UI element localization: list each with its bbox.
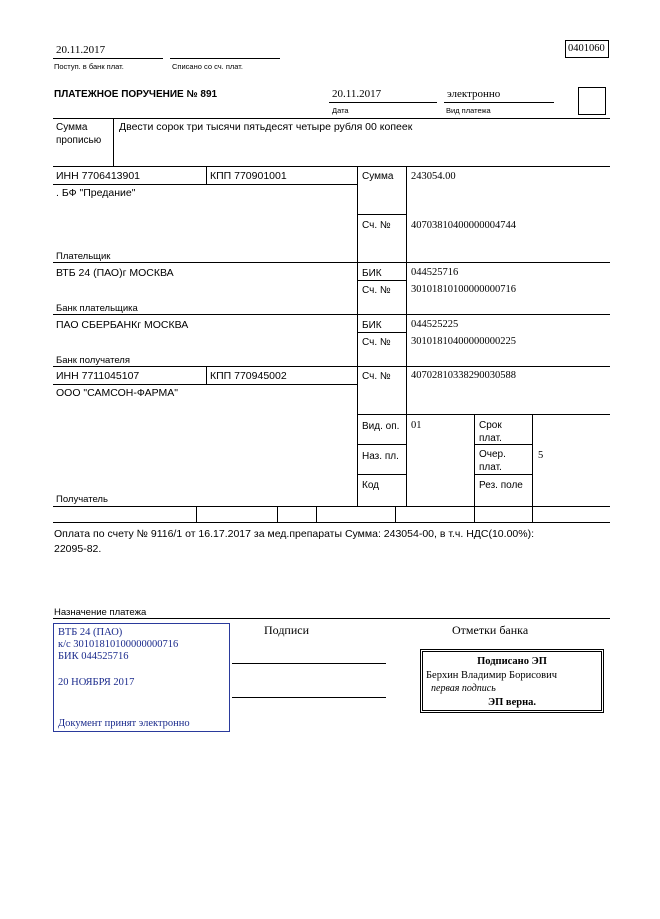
payer-top-line [53, 166, 610, 167]
kod-label: Код [362, 480, 380, 491]
payee-label: Получатель [56, 494, 108, 505]
ocher-label-1: Очер. [479, 449, 506, 460]
payee-account-label: Сч. № [362, 371, 391, 382]
tax-fields-bottom-line [53, 522, 610, 523]
tax-field-divider-4 [395, 506, 396, 522]
purpose-line-2: 22095-82. [54, 543, 102, 555]
amount-words-divider [113, 118, 114, 166]
rez-pole-label: Рез. поле [479, 480, 523, 491]
inn-kpp-bottom-line-payer [53, 184, 357, 185]
purpose-label: Назначение платежа [54, 607, 147, 618]
sum-bottom-line [357, 214, 406, 215]
payment-type-line [444, 102, 554, 103]
esignature-box [420, 649, 604, 713]
codes-row1-line [357, 444, 406, 445]
amount-words-label-1: Сумма [56, 122, 88, 133]
debited-date-line [170, 58, 280, 59]
payer-bank-name: ВТБ 24 (ПАО)г МОСКВА [56, 267, 174, 279]
naz-pl-label: Наз. пл. [362, 451, 399, 462]
payee-bank-bik: 044525225 [411, 319, 459, 330]
inn-kpp-divider-payee [206, 366, 207, 384]
esig-type: первая подпись [431, 683, 496, 694]
payer-account: 40703810400000004744 [411, 220, 516, 231]
vid-op-value: 01 [411, 420, 422, 431]
payer-bank-label: Банк плательщика [56, 303, 138, 314]
payer-bank-account-label: Сч. № [362, 285, 391, 296]
payment-type: электронно [447, 88, 501, 100]
esig-status: ЭП верна. [488, 697, 537, 708]
payee-account: 40702810338290030588 [411, 370, 516, 381]
srok-label-1: Срок [479, 420, 502, 431]
vid-op-label: Вид. оп. [362, 421, 400, 432]
order-date: 20.11.2017 [332, 88, 382, 100]
stamp-note: Документ принят электронно [58, 718, 190, 729]
payee-bank-name: ПАО СБЕРБАНКг МОСКВА [56, 319, 189, 331]
esig-signer: Берхин Владимир Борисович [426, 670, 557, 681]
bank-marks-label: Отметки банка [452, 623, 529, 637]
payee-account-bottom-line [357, 414, 610, 415]
signature-line-1 [232, 663, 386, 664]
payer-kpp: КПП 770901001 [210, 170, 287, 182]
payee-kpp: КПП 770945002 [210, 370, 287, 382]
payer-account-label: Сч. № [362, 220, 391, 231]
order-title: ПЛАТЕЖНОЕ ПОРУЧЕНИЕ № 891 [54, 89, 218, 100]
values-column-divider [406, 166, 407, 506]
received-date-line [53, 58, 163, 59]
form-code: 0401060 [568, 43, 605, 54]
payer-bottom-line [53, 262, 610, 263]
payee-name: ООО "САМСОН-ФАРМА" [56, 387, 178, 399]
payer-bank-account: 30101810100000000716 [411, 284, 516, 295]
received-date: 20.11.2017 [56, 44, 106, 56]
ocher-value: 5 [538, 450, 544, 461]
stamp-bik: БИК 044525716 [58, 651, 129, 662]
codes-right-divider [532, 414, 533, 506]
codes-mid-divider [474, 414, 475, 506]
payer-bank-bik-line [357, 280, 406, 281]
purpose-line-1: Оплата по счету № 9116/1 от 16.17.2017 за мед.препараты Сумма: 243054-00, в т.ч. НДС(10.00%): [54, 528, 534, 540]
tax-field-divider-3 [316, 506, 317, 522]
signature-line-2 [232, 697, 386, 698]
purpose-bottom-line [53, 618, 610, 619]
order-corner-box [578, 87, 606, 115]
payer-bank-bik-label: БИК [362, 268, 382, 279]
order-date-line [329, 102, 437, 103]
payee-bottom-line [53, 506, 610, 507]
amount-words-top-line [53, 118, 610, 119]
payee-bank-bik-line [357, 332, 406, 333]
esig-title: Подписано ЭП [477, 656, 547, 667]
payer-bank-bik: 044525716 [411, 267, 459, 278]
payee-bank-account-label: Сч. № [362, 337, 391, 348]
signatures-label: Подписи [264, 623, 310, 637]
amount-words-value: Двести сорок три тысячи пятьдесят четыре рубля 00 копеек [119, 121, 413, 133]
received-label: Поступ. в банк плат. [54, 62, 124, 71]
payee-bank-label: Банк получателя [56, 355, 130, 366]
payee-bank-bik-label: БИК [362, 320, 382, 331]
order-date-label: Дата [332, 106, 349, 115]
payment-type-label: Вид платежа [446, 106, 491, 115]
payee-bank-account: 30101810400000000225 [411, 336, 516, 347]
payer-amount-label: Сумма [362, 171, 394, 182]
payer-inn: ИНН 7706413901 [56, 170, 141, 182]
amount-words-label-2: прописью [56, 135, 102, 146]
bank-stamp [53, 623, 230, 732]
payee-inn: ИНН 7711045107 [56, 370, 140, 382]
inn-kpp-divider-payer [206, 166, 207, 184]
tax-field-divider-5 [474, 506, 475, 522]
payer-name: . БФ "Предание" [56, 187, 136, 199]
payer-label: Плательщик [56, 251, 111, 262]
tax-field-divider-2 [277, 506, 278, 522]
srok-label-2: плат. [479, 433, 502, 444]
tax-field-divider-6 [532, 506, 533, 522]
tax-field-divider-1 [196, 506, 197, 522]
inn-kpp-bottom-line-payee [53, 384, 357, 385]
codes-row2-line [357, 474, 406, 475]
payer-amount: 243054.00 [411, 171, 456, 182]
left-column-divider [357, 166, 358, 506]
stamp-date: 20 НОЯБРЯ 2017 [58, 677, 135, 688]
stamp-ks: к/с 30101810100000000716 [58, 639, 179, 650]
codes-row2-line-right [474, 474, 532, 475]
ocher-label-2: плат. [479, 462, 502, 473]
stamp-bank: ВТБ 24 (ПАО) [58, 627, 123, 638]
payee-bank-bottom-line [53, 366, 610, 367]
debited-label: Списано со сч. плат. [172, 62, 243, 71]
